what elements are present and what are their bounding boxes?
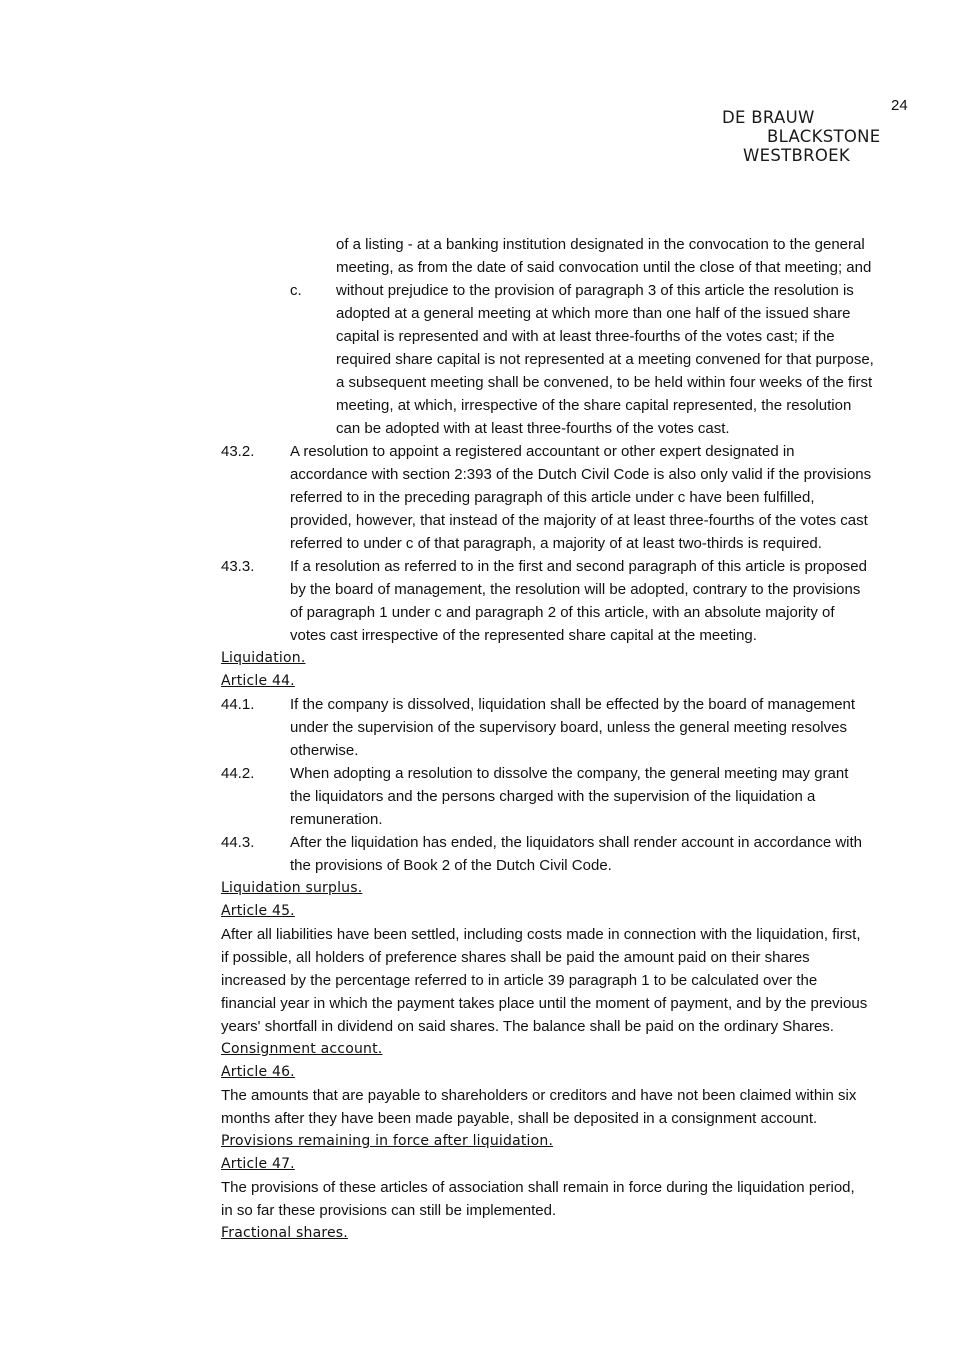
article-heading-45: Article 45.: [221, 903, 295, 919]
item-label: c.: [290, 282, 302, 299]
section-heading-fractional-shares: Fractional shares.: [221, 1225, 348, 1241]
text-line: meeting, at which, irrespective of the share capital represented, the resolution: [336, 397, 852, 414]
logo-line-2: BLACKSTONE: [767, 127, 881, 146]
article-heading-46: Article 46.: [221, 1064, 295, 1080]
paragraph-44-3: [221, 831, 921, 854]
text-line: under the supervision of the supervisory board, unless the general meeting resolves: [290, 719, 847, 736]
document-body: [221, 233, 921, 1245]
text-line: The amounts that are payable to shareholders or creditors and have not been claimed within six: [221, 1087, 857, 1104]
text-line: If a resolution as referred to in the first and second paragraph of this article is proposed: [290, 558, 867, 575]
text-line: capital is represented and with at least three-fourths of the votes cast; if the: [336, 328, 835, 345]
page-number: 24: [891, 97, 908, 114]
paragraph-number: 44.2.: [221, 765, 255, 782]
text-line: After the liquidation has ended, the liquidators shall render account in accordance with: [290, 834, 863, 851]
text-line: accordance with section 2:393 of the Dutch Civil Code is also only valid if the provisions: [290, 466, 872, 483]
text-line: If the company is dissolved, liquidation shall be effected by the board of management: [290, 696, 856, 713]
text-line: can be adopted with at least three-fourths of the votes cast.: [336, 420, 730, 437]
text-line: When adopting a resolution to dissolve the company, the general meeting may grant: [290, 765, 849, 782]
text-line: After all liabilities have been settled, including costs made in connection with the liquidation, first,: [221, 926, 861, 943]
article-heading-47: Article 47.: [221, 1156, 295, 1172]
firm-logo: [722, 108, 881, 165]
text-line: months after they have been made payable, shall be deposited in a consignment account.: [221, 1110, 818, 1127]
text-line: The provisions of these articles of association shall remain in force during the liquidation period,: [221, 1179, 855, 1196]
text-line: without prejudice to the provision of paragraph 3 of this article the resolution is: [336, 282, 854, 299]
text-line: a subsequent meeting shall be convened, to be held within four weeks of the first: [336, 374, 873, 391]
section-heading-liquidation-surplus: Liquidation surplus.: [221, 880, 363, 896]
text-line: financial year in which the payment takes place until the moment of payment, and by the previous: [221, 995, 868, 1012]
logo-line-3: WESTBROEK: [743, 146, 851, 165]
text-line: meeting, as from the date of said convocation until the close of that meeting; and: [336, 259, 872, 276]
paragraph-44-2: [221, 762, 921, 785]
paragraph-number: 43.3.: [221, 558, 255, 575]
text-line: of paragraph 1 under c and paragraph 2 of this article, with an absolute majority of: [290, 604, 835, 621]
text-line: remuneration.: [290, 811, 383, 828]
text-line: adopted at a general meeting at which more than one half of the issued share: [336, 305, 851, 322]
article-heading-44: Article 44.: [221, 673, 295, 689]
text-line: years' shortfall in dividend on said shares. The balance shall be paid on the ordinary Shares.: [221, 1018, 834, 1035]
text-line: if possible, all holders of preference shares shall be paid the amount paid on their shares: [221, 949, 810, 966]
text-line: otherwise.: [290, 742, 359, 759]
text-line: referred to under c of that paragraph, a majority of at least two-thirds is required.: [290, 535, 822, 552]
section-heading-liquidation: Liquidation.: [221, 650, 306, 666]
text-line: increased by the percentage referred to in article 39 paragraph 1 to be calculated over the: [221, 972, 818, 989]
text-line: votes cast irrespective of the represented share capital at the meeting.: [290, 627, 757, 644]
text-line: by the board of management, the resolution will be adopted, contrary to the provisions: [290, 581, 861, 598]
text-line: of a listing - at a banking institution designated in the convocation to the general: [336, 236, 865, 253]
paragraph-43-3: [221, 555, 921, 578]
text-line: A resolution to appoint a registered accountant or other expert designated in: [290, 443, 795, 460]
list-item-c: [221, 279, 921, 302]
paragraph-number: 44.3.: [221, 834, 255, 851]
text-line: the liquidators and the persons charged with the supervision of the liquidation a: [290, 788, 816, 805]
paragraph-44-1: [221, 693, 921, 716]
logo-line-1: DE BRAUW: [722, 108, 815, 127]
section-heading-provisions: Provisions remaining in force after liquidation.: [221, 1133, 554, 1149]
text-line: in so far these provisions can still be implemented.: [221, 1202, 557, 1219]
text-line: required share capital is not represented at a meeting convened for that purpose,: [336, 351, 874, 368]
text-line: referred to in the preceding paragraph of this article under c have been fulfilled,: [290, 489, 815, 506]
text-line: provided, however, that instead of the majority of at least three-fourths of the votes cast: [290, 512, 868, 529]
paragraph-number: 43.2.: [221, 443, 255, 460]
paragraph-number: 44.1.: [221, 696, 255, 713]
text-line: the provisions of Book 2 of the Dutch Civil Code.: [290, 857, 612, 874]
paragraph-43-2: [221, 440, 921, 463]
section-heading-consignment: Consignment account.: [221, 1041, 383, 1057]
